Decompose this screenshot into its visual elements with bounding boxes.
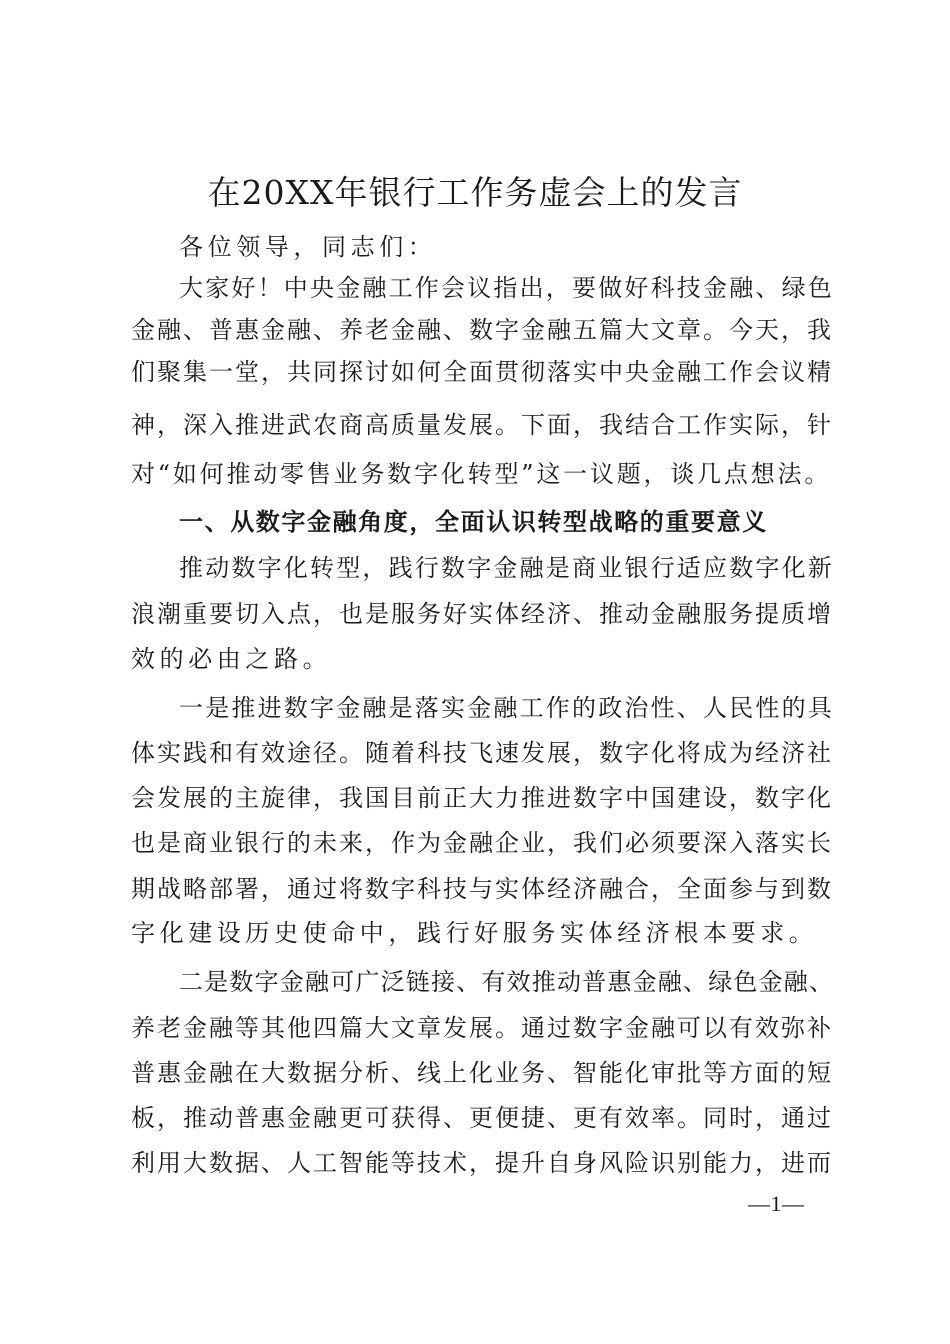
paragraph-line: 金融、普惠金融、养老金融、数字金融五篇大文章。今天，我 xyxy=(131,316,833,344)
paragraph-line: 效的必由之路。 xyxy=(131,645,332,673)
paragraph-line: 体实践和有效途径。随着科技飞速发展，数字化将成为经济社 xyxy=(131,739,833,767)
paragraph-line: 一是推进数字金融是落实金融工作的政治性、人民性的具 xyxy=(179,694,834,722)
paragraph-line: 利用大数据、人工智能等技术，提升自身风险识别能力，进而 xyxy=(131,1149,833,1177)
paragraph-line: 浪潮重要切入点，也是服务好实体经济、推动金融服务提质增 xyxy=(131,600,833,628)
page-number: —1— xyxy=(748,1191,805,1216)
paragraph-line: 二是数字金融可广泛链接、有效推动普惠金融、绿色金融、 xyxy=(179,968,835,996)
document-title: 在20XX年银行工作务虚会上的发言 xyxy=(207,173,743,212)
paragraph-line: 板，推动普惠金融更可获得、更便捷、更有效率。同时，通过 xyxy=(131,1104,833,1132)
paragraph-line: 期战略部署，通过将数字科技与实体经济融合，全面参与到数 xyxy=(131,875,833,903)
paragraph-line: 大家好！中央金融工作会议指出，要做好科技金融、绿色 xyxy=(179,274,834,302)
paragraph-line: 对“如何推动零售业务数字化转型”这一议题，谈几点想法。 xyxy=(131,460,832,488)
paragraph-line: 会发展的主旋律，我国目前正大力推进数字中国建设，数字化 xyxy=(131,784,833,812)
paragraph-line: 推动数字化转型，践行数字金融是商业银行适应数字化新 xyxy=(179,554,834,582)
paragraph-line: 也是商业银行的未来，作为金融企业，我们必须要深入落实长 xyxy=(131,829,833,857)
paragraph-line: 普惠金融在大数据分析、线上化业务、智能化审批等方面的短 xyxy=(131,1059,833,1087)
section-heading: 一、从数字金融角度，全面认识转型战略的重要意义 xyxy=(179,508,768,536)
paragraph-line: 们聚集一堂，共同探讨如何全面贯彻落实中央金融工作会议精 xyxy=(131,358,833,386)
paragraph-line: 养老金融等其他四篇大文章发展。通过数字金融可以有效弥补 xyxy=(131,1014,833,1042)
paragraph-line: 神，深入推进武农商高质量发展。下面，我结合工作实际，针 xyxy=(131,411,833,439)
paragraph-line: 字化建设历史使命中，践行好服务实体经济根本要求。 xyxy=(131,919,818,947)
greeting-line: 各位领导，同志们： xyxy=(179,233,437,261)
